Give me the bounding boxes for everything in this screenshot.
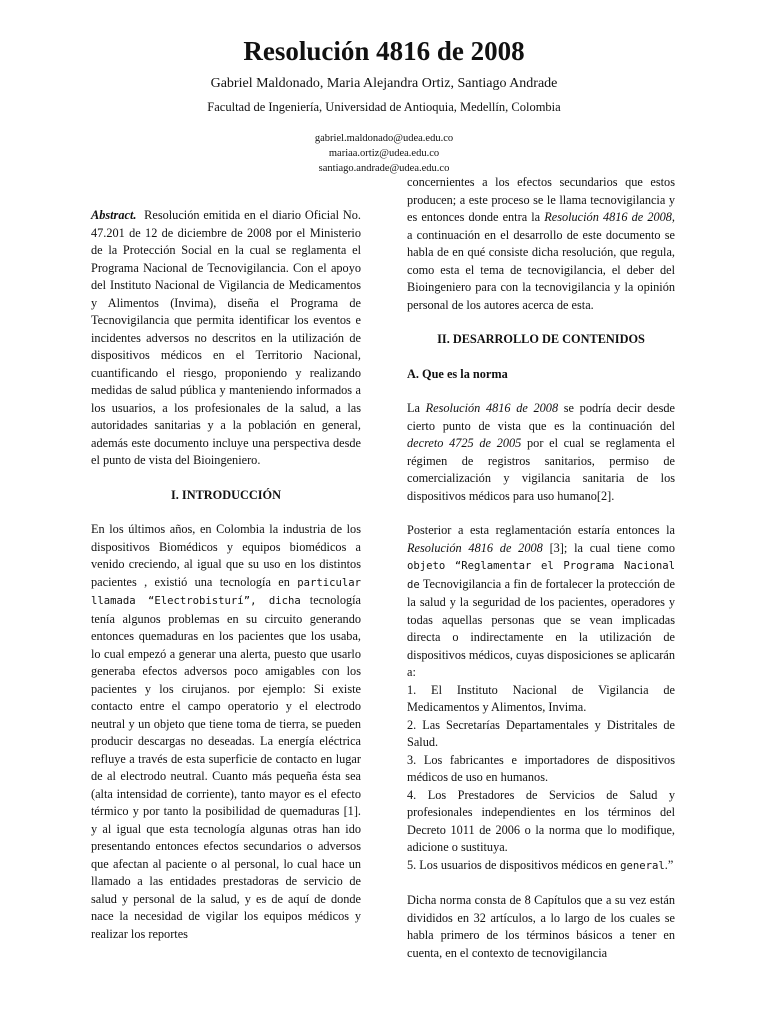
- item5-end: .”: [664, 857, 674, 872]
- intro-text-1: En los últimos años, en Colombia la industria de los dispositivos Biomédicos y equipos biomédicos a venido creciendo, al igual que su uso en los distintos pacientes , existió una tecnología en: [91, 522, 361, 589]
- pb-text-1: Posterior a esta reglamentación estaría entonces la: [407, 523, 675, 537]
- email-1: gabriel.maldonado@udea.edu.co: [314, 133, 454, 144]
- abstract-paragraph: [91, 207, 361, 470]
- cont-text-1: concernientes a los efectos secundarios que estos producen; a este proceso se le llama tecnovigilancia y es entonces donde entra la: [407, 175, 675, 224]
- email-3: santiago.andrade@udea.edu.co: [318, 163, 450, 174]
- right-column: [407, 174, 675, 962]
- capitulos-paragraph: Dicha norma consta de 8 Capítulos que a su vez están divididos en 32 artículos, a lo largo de los cuales se habla primero de los términos básicos a tener en cuenta, en el contexto de tecnovigilancia: [407, 893, 675, 960]
- entity-list: [407, 682, 675, 876]
- abstract-label: Abstract.: [91, 208, 137, 222]
- item5-mono: general: [620, 859, 665, 872]
- pb-mono-text: objeto “Reglamentar el Programa Nacional de: [407, 560, 675, 591]
- pb-text-2: [3]; la cual tiene como: [549, 540, 676, 555]
- intro-text-2: tecnología tenía algunos problemas en su circuito generando entonces quemaduras en los pacientes que los usaba, lo cual empezó a generar una alerta, puesto que usarlo generaba efectos adversos poco amigables con los pacientes y los cirujanos. por ejemplo: Si existe contacto entre el campo operatorio y el electrodo neutral y un objeto que tiene toma de tierra, se pueden producir descargas no deseadas. La energía eléctrica refluye a través de esta superficie de contacto en lugar de al electrodo neutral. Cuanto más pequeña ésta sea (alta intensidad de corriente), tanto mayor es el efecto térmico y por tanto la posibilidad de quemaduras [1]. y al igual que esta tecnología algunas otras han ido presentando entonces efectos secundarios o adversos que afectan al paciente o al personal, lo cual hace un llamado a las entidades prestadoras de servicio de salud y personal de la salud, y es de aquí de donde nace la necesidad de vigilar los equipos médicos y realizar los reportes: [91, 593, 362, 941]
- paper-affiliation: Facultad de Ingeniería, Universidad de Antioquia, Medellín, Colombia: [207, 100, 561, 114]
- cont-text-2: a continuación en el desarrollo de este documento se habla de en qué consiste dicha resolución, que regula, como esta el tema de tecnovigilancia, el deber del Bioingeniero para con la tecnovigilancia y la opinión personal de los autores acerca de esta.: [407, 227, 675, 312]
- author-emails: [0, 131, 768, 176]
- objeto-paragraph: [407, 522, 675, 682]
- section2-heading: II. DESARROLLO DE CONTENIDOS: [437, 332, 645, 346]
- cont-italic: Resolución 4816 de 2008,: [544, 210, 675, 224]
- email-2: mariaa.ortiz@udea.edu.co: [328, 148, 440, 159]
- subsection-a-heading: A. Que es la norma: [407, 366, 508, 381]
- pb-italic-1: Resolución 4816 de 2008: [407, 540, 543, 555]
- abstract-text: Resolución emitida en el diario Oficial No. 47.201 de 12 de diciembre de 2008 por el Ministerio de la Protección Social en la cual se reglamenta el Programa Nacional de Tecnovigilancia. Con el apoyo del Instituto Nacional de Vigilancia de Medicamentos y Alimentos (Invima), diseña el Programa de Tecnovigilancia que permita identificar los eventos e incidentes adversos no descritos en la utilización de dispositivos médicos en el Territorio Nacional, cuantificando el riesgo, proponiendo y realizando medidas de salud pública y manteniendo informados a los usuarios, a los profesionales de la salud, a las autoridades sanitarias y a la población en general, además este documento incluye una perspectiva desde el punto de vista del Bioingeniero.: [91, 208, 361, 467]
- pa-text-3: por el cual se reglamenta el régimen de registros sanitarios, permiso de comercialización y vigilancia sanitaria de los dispositivos médicos para uso humano[2].: [407, 436, 675, 503]
- list-item: 2. Las Secretarías Departamentales y Distritales de Salud.: [407, 717, 675, 749]
- pa-italic-2: decreto 4725 de 2005: [407, 436, 522, 450]
- pb-text-3: Tecnovigilancia a fin de fortalecer la protección de la salud y la seguridad de los pacientes, operadores y todas aquellas personas que se vean implicadas directa o indirectamente en la utilización de dispositivos médicos, cuyas disposiciones se aplicarán a:: [407, 576, 675, 679]
- continuation-paragraph: [407, 174, 675, 314]
- norma-paragraph: [407, 400, 675, 505]
- paper-authors: Gabriel Maldonado, Maria Alejandra Ortiz, Santiago Andrade: [210, 76, 558, 91]
- list-item: 1. El Instituto Nacional de Vigilancia de Medicamentos y Alimentos, Invima.: [407, 682, 675, 714]
- paper-title: Resolución 4816 de 2008: [243, 36, 525, 66]
- intro-paragraph: [91, 521, 361, 943]
- left-column: [91, 207, 361, 943]
- item5-text: 5. Los usuarios de dispositivos médicos en: [407, 857, 618, 872]
- list-item: [407, 857, 675, 876]
- intro-mono-text: particular llamada “Electrobisturí”, dicha: [91, 576, 362, 607]
- intro-heading: I. INTRODUCCIÓN: [171, 487, 281, 502]
- pa-text-2: se podría decir desde cierto punto de vista que es la continuación del: [407, 401, 675, 433]
- list-item: 3. Los fabricantes e importadores de dispositivos médicos de uso en humanos.: [407, 752, 675, 784]
- list-item: 4. Los Prestadores de Servicios de Salud y profesionales independientes en los términos del Decreto 1011 de 2006 o la norma que lo modifique, adicione o sustituya.: [407, 787, 675, 854]
- pa-text-1: La: [407, 401, 420, 415]
- pa-italic-1: Resolución 4816 de 2008: [425, 401, 559, 415]
